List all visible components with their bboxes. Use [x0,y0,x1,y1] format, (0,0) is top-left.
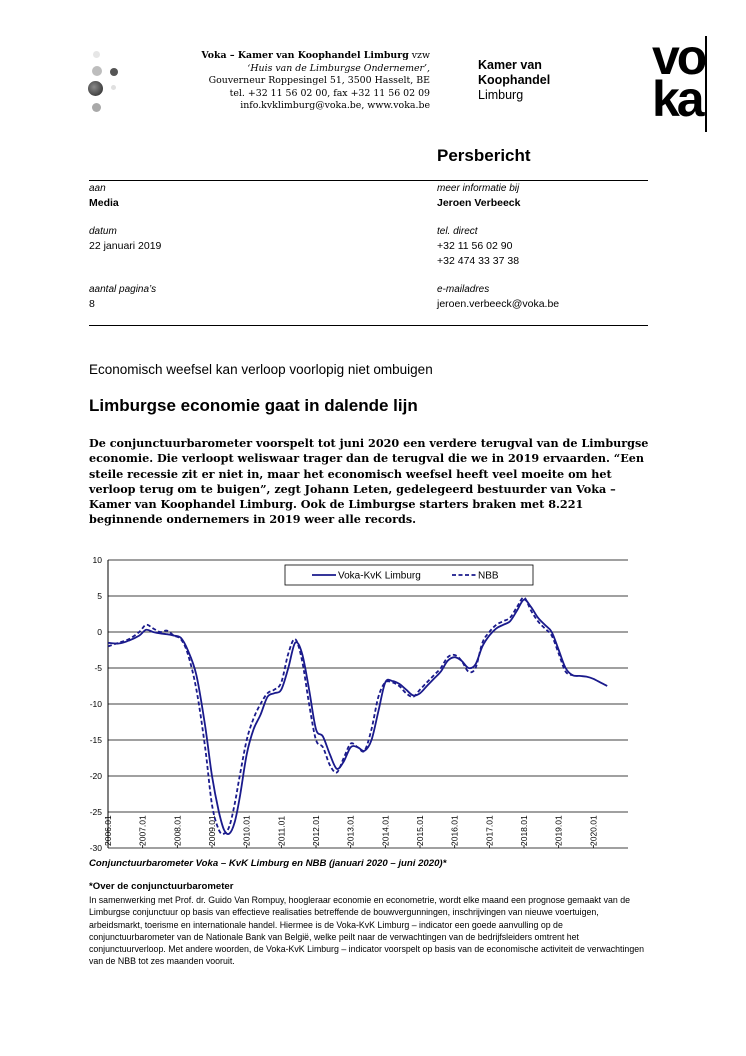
doc-type-heading: Persbericht [437,146,531,165]
tel-value-1: +32 11 56 02 90 [437,240,513,252]
letterhead-dots-graphic [86,48,126,118]
x-tick-label: 2019.01 [553,815,564,846]
bottom-rule [89,325,648,326]
kvk-name-block [478,58,550,103]
pages-value: 8 [89,298,95,310]
top-rule [89,180,648,181]
x-tick-label: 2016.01 [449,815,460,846]
sender-contact: info.kvklimburg@voka.be, www.voka.be [240,100,430,112]
logo-top: vo [652,29,705,85]
article-title: Limburgse economie gaat in dalende lijn [89,396,418,415]
x-tick-label: 2012.01 [311,815,321,846]
chart-y-ticks [90,555,103,853]
x-tick-label: 2014.01 [380,815,391,846]
kvk-line-2: Koophandel [478,73,551,87]
y-tick-label: 5 [97,591,102,601]
about-text: In samenwerking met Prof. dr. Guido Van Rompuy, hoogleraar economie en econometrie, wordt elke maand een prognose gemaakt van de Limburgse conjunctuur op basis van effectieve realisaties betreffende de bouwvergunningen, inschrijvingen van nieuwe voertuigen, arbeidsmarkt, toerisme en internationale handel. Hiermee is de Voka-KvK Limburg – indicator een goede aanvulling op de conjunctuurbarometer van de Nationale Bank van België, welke peilt naar de verwachtingen van de bedrijfsleiders omtrent het conjunctuurverloop. Met andere woorden, de Voka-KvK Limburg – indicator voorspelt op basis van de economische activiteit de verwachtingen van de NBB tot zes maanden vooruit. [89,895,645,967]
tel-label: tel. direct [437,226,478,237]
article-subtitle: Economisch weefsel kan verloop voorlopig niet ombuigen [89,362,433,377]
y-tick-label: -30 [89,843,102,853]
y-tick-label: -5 [94,663,102,673]
logo-vertical-line [705,36,707,132]
sender-org-suffix: vzw [408,50,430,61]
info-label: meer informatie bij [437,183,520,194]
email-label: e-mailadres [437,284,490,295]
legend-label-2: NBB [478,570,499,582]
chart-legend [285,565,533,585]
series-line-1 [108,600,607,835]
kvk-line-1: Kamer van [478,58,542,72]
x-tick-label: 2008.01 [172,815,183,846]
kvk-line-3: Limburg [478,88,524,102]
chart-grid [108,560,628,848]
tel-value-2: +32 474 33 37 38 [437,255,520,267]
article-lead: De conjunctuurbarometer voorspelt tot juni 2020 een verdere terugval van de Limburgse economie. Die verloopt weliswaar trager dan de terugval die we in 2019 ervaarden. “Een steile recessie zit er niet in, maar het economisch weefsel heeft veel moeite om het verloop terug om te buigen”, zegt Johann Leten, gedelegeerd bestuurder van Voka – Kamer van Koophandel Limburg. Ook de Limburgse starters braken met 8.221 beginnende ondernemers in 2019 weer alle records. [89,436,649,527]
about-heading: *Over de conjunctuurbarometer [89,881,234,892]
sender-phone: tel. +32 11 56 02 00, fax +32 11 56 02 09 [229,87,430,99]
x-tick-label: 2015.01 [415,815,425,846]
x-tick-label: 2010.01 [241,815,252,846]
aan-value: Media [89,197,119,209]
sender-org-name: Voka – Kamer van Koophandel Limburg [201,50,409,61]
x-tick-label: 2013.01 [345,815,356,846]
x-tick-label: 2009.01 [207,815,217,846]
y-tick-label: 10 [92,555,102,565]
conjunctuur-chart [80,550,646,856]
y-tick-label: -20 [89,771,102,781]
sender-address-block [150,50,430,113]
x-tick-label: 2011.01 [276,815,287,846]
datum-label: datum [89,226,117,237]
info-value: Jeroen Verbeeck [437,197,521,209]
y-tick-label: -25 [89,807,102,817]
logo-bottom: ka [652,71,702,127]
aan-label: aan [89,183,106,194]
chart-series [108,597,607,834]
series-line-2 [108,597,573,834]
sender-tagline: ‘Huis van de Limburgse Ondernemer’, [247,62,430,74]
voka-logo [652,29,705,127]
chart-caption: Conjunctuurbarometer Voka – KvK Limburg en NBB (januari 2020 – juni 2020)* [89,858,447,869]
y-tick-label: -15 [89,735,102,745]
x-tick-label: 2020.01 [588,815,599,846]
x-tick-label: 2007.01 [137,815,148,846]
y-tick-label: 0 [97,627,102,637]
legend-label-1: Voka-KvK Limburg [338,570,421,582]
y-tick-label: -10 [89,699,102,709]
chart-x-ticks [103,815,598,848]
email-value: jeroen.verbeeck@voka.be [437,298,560,310]
x-tick-label: 2006.01 [103,815,113,846]
datum-value: 22 januari 2019 [89,240,162,252]
sender-address: Gouverneur Roppesingel 51, 3500 Hasselt, BE [208,75,430,87]
x-tick-label: 2017.01 [484,815,495,846]
x-tick-label: 2018.01 [519,815,529,846]
pages-label: aantal pagina’s [89,284,157,295]
